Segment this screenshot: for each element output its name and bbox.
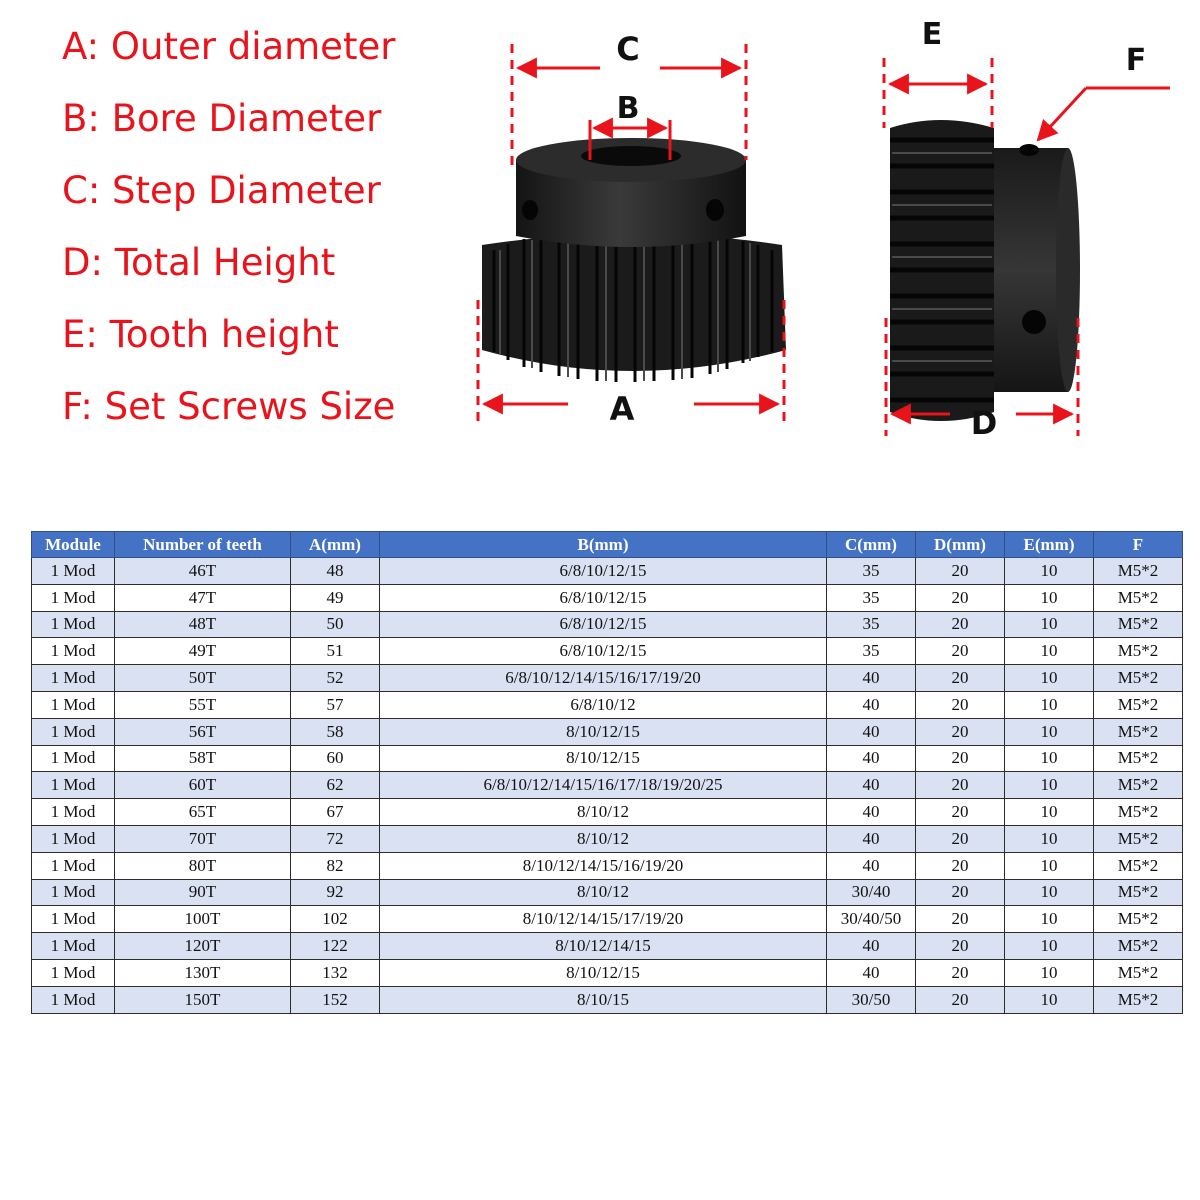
- cell-d: 20: [916, 986, 1005, 1013]
- cell-module: 1 Mod: [32, 584, 115, 611]
- cell-teeth: 58T: [115, 745, 291, 772]
- cell-teeth: 90T: [115, 879, 291, 906]
- cell-d: 20: [916, 959, 1005, 986]
- cell-c: 40: [827, 825, 916, 852]
- table-row: [32, 879, 1183, 906]
- cell-a: 49: [291, 584, 380, 611]
- cell-f: M5*2: [1094, 825, 1183, 852]
- table-row: [32, 906, 1183, 933]
- table-row: [32, 986, 1183, 1013]
- cell-teeth: 100T: [115, 906, 291, 933]
- cell-c: 35: [827, 584, 916, 611]
- cell-teeth: 65T: [115, 799, 291, 826]
- legend-set-screw-size: F: Set Screws Size: [62, 385, 396, 428]
- gear-teeth: [482, 230, 786, 382]
- cell-teeth: 46T: [115, 558, 291, 585]
- cell-e: 10: [1005, 959, 1094, 986]
- cell-teeth: 80T: [115, 852, 291, 879]
- cell-b: 8/10/12/15: [380, 959, 827, 986]
- cell-c: 35: [827, 638, 916, 665]
- cell-f: M5*2: [1094, 558, 1183, 585]
- cell-a: 51: [291, 638, 380, 665]
- cell-c: 40: [827, 772, 916, 799]
- table-row: [32, 825, 1183, 852]
- cell-e: 10: [1005, 825, 1094, 852]
- cell-c: 30/40/50: [827, 906, 916, 933]
- cell-f: M5*2: [1094, 986, 1183, 1013]
- cell-f: M5*2: [1094, 638, 1183, 665]
- table-row: [32, 745, 1183, 772]
- table-row: [32, 718, 1183, 745]
- cell-d: 20: [916, 799, 1005, 826]
- cell-module: 1 Mod: [32, 879, 115, 906]
- table-row: [32, 933, 1183, 960]
- cell-d: 20: [916, 933, 1005, 960]
- table-row: [32, 959, 1183, 986]
- cell-e: 10: [1005, 772, 1094, 799]
- table-row: [32, 852, 1183, 879]
- cell-f: M5*2: [1094, 718, 1183, 745]
- gear-side-view: [890, 120, 1080, 421]
- cell-teeth: 47T: [115, 584, 291, 611]
- header-f: F: [1094, 532, 1183, 558]
- cell-c: 40: [827, 745, 916, 772]
- cell-module: 1 Mod: [32, 611, 115, 638]
- legend-step-diameter: C: Step Diameter: [62, 169, 381, 212]
- cell-b: 8/10/12/15: [380, 745, 827, 772]
- cell-b: 8/10/12/15: [380, 718, 827, 745]
- cell-f: M5*2: [1094, 691, 1183, 718]
- table-header-row: [32, 532, 1183, 558]
- cell-a: 52: [291, 665, 380, 692]
- cell-b: 8/10/12: [380, 825, 827, 852]
- header-module: Module: [32, 532, 115, 558]
- label-c: C: [616, 30, 640, 68]
- side-teeth: [890, 120, 994, 421]
- cell-c: 40: [827, 665, 916, 692]
- legend-total-height: D: Total Height: [62, 241, 336, 284]
- cell-e: 10: [1005, 852, 1094, 879]
- cell-d: 20: [916, 558, 1005, 585]
- bore-hole: [581, 146, 681, 166]
- cell-e: 10: [1005, 558, 1094, 585]
- cell-e: 10: [1005, 745, 1094, 772]
- cell-d: 20: [916, 718, 1005, 745]
- header-a: A(mm): [291, 532, 380, 558]
- side-set-screw-hole-front: [1022, 310, 1046, 334]
- legend-bore-diameter: B: Bore Diameter: [62, 97, 382, 140]
- cell-a: 132: [291, 959, 380, 986]
- cell-b: 6/8/10/12/15: [380, 558, 827, 585]
- cell-module: 1 Mod: [32, 959, 115, 986]
- legend-outer-diameter: A: Outer diameter: [62, 25, 396, 68]
- cell-module: 1 Mod: [32, 638, 115, 665]
- gear-dimension-diagram: [0, 0, 1200, 480]
- cell-e: 10: [1005, 584, 1094, 611]
- cell-b: 8/10/12/14/15: [380, 933, 827, 960]
- cell-f: M5*2: [1094, 584, 1183, 611]
- table-row: [32, 584, 1183, 611]
- cell-b: 6/8/10/12/15: [380, 638, 827, 665]
- cell-c: 40: [827, 852, 916, 879]
- cell-d: 20: [916, 879, 1005, 906]
- cell-e: 10: [1005, 986, 1094, 1013]
- cell-e: 10: [1005, 691, 1094, 718]
- cell-f: M5*2: [1094, 665, 1183, 692]
- set-screw-hole-left: [522, 200, 538, 220]
- cell-c: 30/50: [827, 986, 916, 1013]
- cell-teeth: 60T: [115, 772, 291, 799]
- table-row: [32, 638, 1183, 665]
- cell-e: 10: [1005, 799, 1094, 826]
- cell-d: 20: [916, 852, 1005, 879]
- legend-tooth-height: E: Tooth height: [62, 313, 339, 356]
- cell-b: 6/8/10/12/14/15/16/17/19/20: [380, 665, 827, 692]
- cell-teeth: 56T: [115, 718, 291, 745]
- cell-f: M5*2: [1094, 611, 1183, 638]
- cell-module: 1 Mod: [32, 745, 115, 772]
- cell-e: 10: [1005, 665, 1094, 692]
- cell-c: 40: [827, 799, 916, 826]
- cell-module: 1 Mod: [32, 825, 115, 852]
- table-row: [32, 772, 1183, 799]
- table-body: [32, 558, 1183, 1014]
- cell-f: M5*2: [1094, 745, 1183, 772]
- cell-b: 8/10/12: [380, 879, 827, 906]
- set-screw-hole-right: [706, 199, 724, 221]
- cell-a: 122: [291, 933, 380, 960]
- cell-e: 10: [1005, 718, 1094, 745]
- cell-e: 10: [1005, 933, 1094, 960]
- cell-a: 50: [291, 611, 380, 638]
- cell-teeth: 50T: [115, 665, 291, 692]
- cell-teeth: 49T: [115, 638, 291, 665]
- cell-module: 1 Mod: [32, 933, 115, 960]
- header-c: C(mm): [827, 532, 916, 558]
- table-row: [32, 799, 1183, 826]
- cell-a: 72: [291, 825, 380, 852]
- gear-front-view: [482, 138, 786, 382]
- cell-module: 1 Mod: [32, 986, 115, 1013]
- cell-b: 6/8/10/12/15: [380, 584, 827, 611]
- header-e: E(mm): [1005, 532, 1094, 558]
- cell-module: 1 Mod: [32, 691, 115, 718]
- cell-b: 8/10/12/14/15/16/19/20: [380, 852, 827, 879]
- cell-module: 1 Mod: [32, 772, 115, 799]
- cell-f: M5*2: [1094, 906, 1183, 933]
- cell-teeth: 150T: [115, 986, 291, 1013]
- cell-c: 35: [827, 558, 916, 585]
- cell-a: 58: [291, 718, 380, 745]
- cell-b: 6/8/10/12/14/15/16/17/18/19/20/25: [380, 772, 827, 799]
- cell-e: 10: [1005, 638, 1094, 665]
- cell-b: 8/10/15: [380, 986, 827, 1013]
- table-row: [32, 611, 1183, 638]
- cell-module: 1 Mod: [32, 906, 115, 933]
- cell-a: 48: [291, 558, 380, 585]
- cell-d: 20: [916, 611, 1005, 638]
- table-row: [32, 558, 1183, 585]
- label-a: A: [609, 390, 635, 428]
- cell-a: 62: [291, 772, 380, 799]
- cell-b: 8/10/12/14/15/17/19/20: [380, 906, 827, 933]
- cell-teeth: 120T: [115, 933, 291, 960]
- gear-hub: [516, 138, 746, 247]
- cell-d: 20: [916, 825, 1005, 852]
- cell-a: 92: [291, 879, 380, 906]
- cell-module: 1 Mod: [32, 718, 115, 745]
- side-hub: [990, 144, 1080, 392]
- cell-d: 20: [916, 691, 1005, 718]
- cell-teeth: 55T: [115, 691, 291, 718]
- label-e: E: [921, 17, 943, 52]
- cell-a: 67: [291, 799, 380, 826]
- cell-c: 40: [827, 959, 916, 986]
- cell-b: 6/8/10/12: [380, 691, 827, 718]
- cell-d: 20: [916, 638, 1005, 665]
- cell-a: 57: [291, 691, 380, 718]
- cell-d: 20: [916, 772, 1005, 799]
- header-d: D(mm): [916, 532, 1005, 558]
- cell-f: M5*2: [1094, 799, 1183, 826]
- header-number-of-teeth: Number of teeth: [115, 532, 291, 558]
- cell-f: M5*2: [1094, 959, 1183, 986]
- cell-module: 1 Mod: [32, 799, 115, 826]
- cell-b: 6/8/10/12/15: [380, 611, 827, 638]
- table-row: [32, 691, 1183, 718]
- cell-e: 10: [1005, 906, 1094, 933]
- cell-module: 1 Mod: [32, 558, 115, 585]
- cell-c: 35: [827, 611, 916, 638]
- cell-c: 30/40: [827, 879, 916, 906]
- cell-teeth: 130T: [115, 959, 291, 986]
- table-row: [32, 665, 1183, 692]
- cell-d: 20: [916, 584, 1005, 611]
- cell-c: 40: [827, 933, 916, 960]
- header-b: B(mm): [380, 532, 827, 558]
- cell-d: 20: [916, 906, 1005, 933]
- label-f: F: [1125, 43, 1147, 78]
- cell-e: 10: [1005, 611, 1094, 638]
- cell-module: 1 Mod: [32, 665, 115, 692]
- cell-a: 102: [291, 906, 380, 933]
- side-set-screw-hole-top: [1019, 144, 1039, 156]
- cell-f: M5*2: [1094, 852, 1183, 879]
- cell-module: 1 Mod: [32, 852, 115, 879]
- label-b: B: [616, 91, 640, 126]
- gear-spec-table: [31, 531, 1183, 1014]
- cell-c: 40: [827, 691, 916, 718]
- cell-d: 20: [916, 745, 1005, 772]
- cell-f: M5*2: [1094, 772, 1183, 799]
- cell-b: 8/10/12: [380, 799, 827, 826]
- cell-f: M5*2: [1094, 879, 1183, 906]
- label-d: D: [970, 404, 998, 442]
- cell-a: 82: [291, 852, 380, 879]
- cell-a: 60: [291, 745, 380, 772]
- cell-e: 10: [1005, 879, 1094, 906]
- cell-teeth: 70T: [115, 825, 291, 852]
- cell-a: 152: [291, 986, 380, 1013]
- cell-f: M5*2: [1094, 933, 1183, 960]
- cell-c: 40: [827, 718, 916, 745]
- cell-d: 20: [916, 665, 1005, 692]
- cell-teeth: 48T: [115, 611, 291, 638]
